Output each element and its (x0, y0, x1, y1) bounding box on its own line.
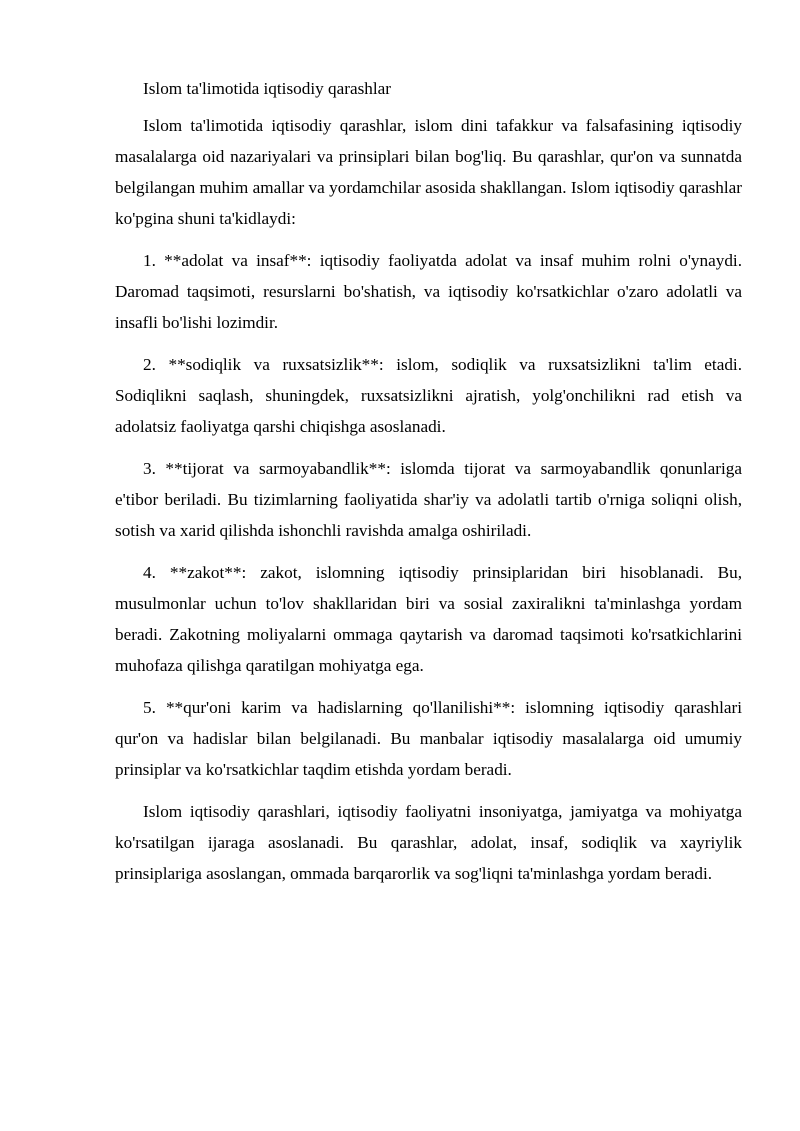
list-item-zakot: 4. **zakot**: zakot, islomning iqtisodiy prinsiplaridan biri hisoblanadi. Bu, musulmonlar uchun to'lov shakllaridan biri va sosial zaxiralikni ta'minlashga yordam beradi. Zakotning moliyalarni ommaga qaytarish va daromad taqsimoti ko'rsatkichlarini muhofaza qilishga qaratilgan mohiyatga ega. (115, 563, 742, 675)
list-item-sodiqlik: 2. **sodiqlik va ruxsatsizlik**: islom, sodiqlik va ruxsatsizlikni ta'lim etadi. Sodiqlikni saqlash, shuningdek, ruxsatsizlikni ajratish, yolg'onchilikni rad etish va adolatsiz faoliyatga qarshi chiqishga asoslanadi. (115, 355, 742, 436)
document-body (115, 73, 742, 900)
conclusion-paragraph: Islom iqtisodiy qarashlari, iqtisodiy faoliyatni insoniyatga, jamiyatga va mohiyatga ko'rsatilgan ijaraga asoslanadi. Bu qarashlar, adolat, insaf, sodiqlik va xayriylik prinsiplariga asoslangan, ommada barqarorlik va sog'liqni ta'minlashga yordam beradi. (115, 802, 742, 883)
list-item-adolat: 1. **adolat va insaf**: iqtisodiy faoliyatda adolat va insaf muhim rolni o'ynaydi. Daromad taqsimoti, resurslarni bo'shatish, va iqtisodiy ko'rsatkichlar o'zaro adolatli va insafli bo'lishi lozimdir. (115, 251, 742, 332)
document-title: Islom ta'limotida iqtisodiy qarashlar (143, 79, 391, 98)
list-item-tijorat: 3. **tijorat va sarmoyabandlik**: islomda tijorat va sarmoyabandlik qonunlariga e'tibor beriladi. Bu tizimlarning faoliyatida shar'iy va adolatli tartib o'rniga soliqni olish, sotish va xarid qilishda ishonchli ravishda amalga oshiriladi. (115, 459, 742, 540)
list-item-quron: 5. **qur'oni karim va hadislarning qo'llanilishi**: islomning iqtisodiy qarashlari qur'on va hadislar bilan belgilanadi. Bu manbalar iqtisodiy masalalarga oid umumiy prinsiplar va ko'rsatkichlar taqdim etishda yordam beradi. (115, 698, 742, 779)
intro-paragraph: Islom ta'limotida iqtisodiy qarashlar, islom dini tafakkur va falsafasining iqtisodiy masalalarga oid nazariyalari va prinsiplari bilan bog'liq. Bu qarashlar, qur'on va sunnatda belgilangan muhim amallar va yordamchilar asosida shakllangan. Islom iqtisodiy qarashlar ko'pgina shuni ta'kidlaydi: (115, 116, 742, 228)
